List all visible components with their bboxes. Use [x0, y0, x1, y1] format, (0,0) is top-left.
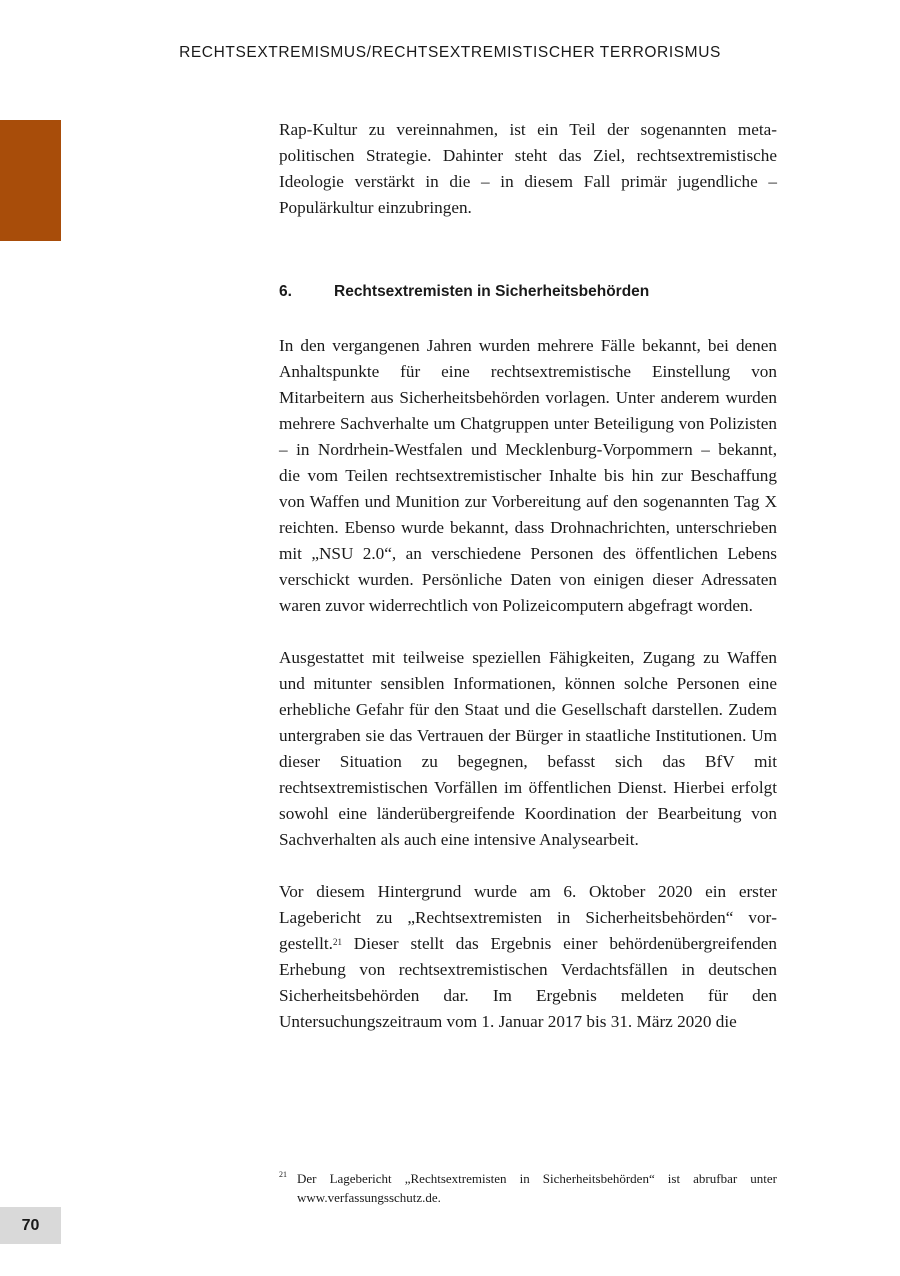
page-number: 70 — [0, 1207, 61, 1244]
section-title: Rechtsextremisten in Sicherheitsbehörden — [334, 283, 650, 300]
paragraph-3: Ausgestattet mit teilweise speziellen Fähigkeiten, Zugang zu Waffen und mitunter sensiblen Informationen, können solche Personen eine erhebliche Gefahr für den Staat und die Gesellschaft darstellen. Zudem untergraben sie das Vertrauen der Bürger in staatliche Institutionen. Um dieser Situation zu begegnen, befasst sich das BfV mit rechtsextremistischen Vorfällen im öffentlichen Dienst. Hierbei erfolgt sowohl eine länderübergreifende Koordination der Bearbeitung von Sachverhalten als auch eine intensive Analysearbeit. — [279, 648, 777, 849]
footnote — [279, 1169, 777, 1207]
paragraph-1: Rap-Kultur zu vereinnahmen, ist ein Teil der sogenannten metapolitischen Strategie. Dahinter steht das Ziel, rechtsextremistische Ideologie verstärkt in die – in diesem Fall primär jugendliche – Populärkultur einzubringen. — [279, 120, 777, 217]
footnote-reference[interactable]: 21 — [332, 937, 342, 947]
footnote-text: Der Lagebericht „Rechtsextremisten in Sicherheitsbehörden“ ist abrufbar unter www.verfassungsschutz.de. — [297, 1171, 777, 1205]
paragraph-2: In den vergangenen Jahren wurden mehrere Fälle bekannt, bei denen Anhaltspunkte für eine rechtsextremistische Einstellung von Mitarbeitern aus Sicherheitsbehörden vorlagen. Unter anderem wurden mehrere Sachverhalte um Chatgruppen unter Beteiligung von Polizisten – in Nordrhein-Westfalen und Mecklenburg-Vorpommern – bekannt, die vom Teilen rechtsextremistischer Inhalte bis hin zur Beschaffung von Waffen und Munition zur Vorbereitung auf den sogenannten Tag X reichten. Ebenso wurde bekannt, dass Drohnachrichten, unterschrieben mit „NSU 2.0“, an verschiedene Personen des öffentlichen Lebens verschickt wurden. Persönliche Daten von einigen dieser Adressaten waren zuvor widerrechtlich von Polizeicomputern abgefragt worden. — [279, 336, 777, 615]
main-content — [279, 117, 777, 1035]
running-header: RECHTSEXTREMISMUS/RECHTSEXTREMISTISCHER TERRORISMUS — [179, 44, 721, 61]
section-heading — [279, 281, 777, 303]
paragraph-4 — [279, 879, 777, 1035]
paragraph-4-part-1: Vor diesem Hintergrund wurde am 6. Oktober 2020 ein erster Lagebericht zu „Rechtsextremisten in Sicherheitsbehörden“ vorgestellt. — [279, 882, 777, 953]
section-number: 6. — [279, 283, 292, 300]
footnote-number: 21 — [279, 1170, 287, 1179]
chapter-color-tab — [0, 120, 61, 241]
paragraph-4-part-2: Dieser stellt das Ergebnis einer behördenübergreifenden Erhebung von rechtsextremistischen Verdachtsfällen in deutschen Sicherheitsbehörden dar. Im Ergebnis meldeten für den Untersuchungszeitraum vom 1. Januar 2017 bis 31. März 2020 die — [279, 934, 777, 1031]
